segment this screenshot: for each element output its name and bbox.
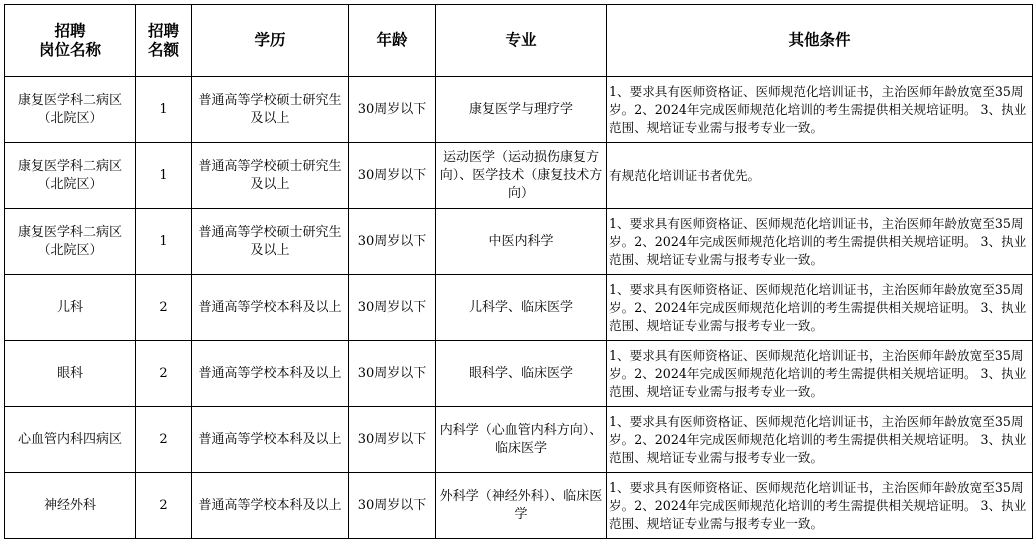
cell-education: 普通高等学校本科及以上: [192, 473, 349, 539]
cell-education: 普通高等学校硕士研究生及以上: [192, 143, 349, 209]
cell-age: 30周岁以下: [349, 77, 436, 143]
cell-quota: 2: [136, 473, 192, 539]
cell-quota: 2: [136, 275, 192, 341]
header-quota-line2: 名额: [147, 40, 179, 59]
table-row: [5, 77, 1033, 143]
header-age: 年龄: [349, 5, 436, 77]
cell-other: 1、要求具有医师资格证、医师规范化培训证书，主治医师年龄放宽至35周岁。2、2024年完成医师规范化培训的考生需提供相关规培证明。 3、执业范围、规培证专业需与报考专业一致。: [607, 407, 1033, 473]
cell-age: 30周岁以下: [349, 407, 436, 473]
cell-education: 普通高等学校本科及以上: [192, 341, 349, 407]
cell-education: 普通高等学校硕士研究生及以上: [192, 77, 349, 143]
table-row: [5, 275, 1033, 341]
cell-major: 外科学（神经外科）、临床医学: [436, 473, 607, 539]
header-quota: [136, 5, 192, 77]
table-row: [5, 407, 1033, 473]
header-position-line1: 招聘: [54, 21, 86, 40]
cell-quota: 1: [136, 209, 192, 275]
cell-quota: 1: [136, 77, 192, 143]
cell-age: 30周岁以下: [349, 143, 436, 209]
cell-other: 1、要求具有医师资格证、医师规范化培训证书，主治医师年龄放宽至35周岁。2、2024年完成医师规范化培训的考生需提供相关规培证明。 3、执业范围、规培证专业需与报考专业一致。: [607, 77, 1033, 143]
cell-other: 1、要求具有医师资格证、医师规范化培训证书，主治医师年龄放宽至35周岁。2、2024年完成医师规范化培训的考生需提供相关规培证明。 3、执业范围、规培证专业需与报考专业一致。: [607, 275, 1033, 341]
cell-other: 1、要求具有医师资格证、医师规范化培训证书，主治医师年龄放宽至35周岁。2、2024年完成医师规范化培训的考生需提供相关规培证明。 3、执业范围、规培证专业需与报考专业一致。: [607, 209, 1033, 275]
cell-age: 30周岁以下: [349, 209, 436, 275]
table-row: [5, 209, 1033, 275]
cell-position: 康复医学科二病区（北院区）: [5, 77, 136, 143]
cell-position: 儿科: [5, 275, 136, 341]
cell-position: 神经外科: [5, 473, 136, 539]
cell-major: 内科学（心血管内科方向）、临床医学: [436, 407, 607, 473]
header-major: 专业: [436, 5, 607, 77]
cell-quota: 2: [136, 407, 192, 473]
cell-education: 普通高等学校硕士研究生及以上: [192, 209, 349, 275]
header-row: [5, 5, 1033, 77]
cell-major: 运动医学（运动损伤康复方向）、医学技术（康复技术方向）: [436, 143, 607, 209]
cell-other: 有规范化培训证书者优先。: [607, 143, 1033, 209]
cell-age: 30周岁以下: [349, 275, 436, 341]
table-header: [5, 5, 1033, 77]
table-row: [5, 143, 1033, 209]
cell-age: 30周岁以下: [349, 341, 436, 407]
header-education: 学历: [192, 5, 349, 77]
cell-education: 普通高等学校本科及以上: [192, 407, 349, 473]
cell-education: 普通高等学校本科及以上: [192, 275, 349, 341]
cell-position: 康复医学科二病区（北院区）: [5, 209, 136, 275]
header-quota-line1: 招聘: [147, 21, 179, 40]
cell-position: 眼科: [5, 341, 136, 407]
cell-major: 儿科学、临床医学: [436, 275, 607, 341]
cell-major: 中医内科学: [436, 209, 607, 275]
cell-other: 1、要求具有医师资格证、医师规范化培训证书，主治医师年龄放宽至35周岁。2、2024年完成医师规范化培训的考生需提供相关规培证明。 3、执业范围、规培证专业需与报考专业一致。: [607, 473, 1033, 539]
table-body: [5, 77, 1033, 539]
header-position-line2: 岗位名称: [38, 40, 101, 59]
cell-other: 1、要求具有医师资格证、医师规范化培训证书，主治医师年龄放宽至35周岁。2、2024年完成医师规范化培训的考生需提供相关规培证明。 3、执业范围、规培证专业需与报考专业一致。: [607, 341, 1033, 407]
cell-major: 康复医学与理疗学: [436, 77, 607, 143]
table-row: [5, 473, 1033, 539]
cell-quota: 1: [136, 143, 192, 209]
cell-quota: 2: [136, 341, 192, 407]
header-other: 其他条件: [607, 5, 1033, 77]
table-row: [5, 341, 1033, 407]
recruitment-table: [4, 4, 1033, 539]
cell-age: 30周岁以下: [349, 473, 436, 539]
cell-major: 眼科学、临床医学: [436, 341, 607, 407]
header-position: [5, 5, 136, 77]
cell-position: 心血管内科四病区: [5, 407, 136, 473]
cell-position: 康复医学科二病区（北院区）: [5, 143, 136, 209]
